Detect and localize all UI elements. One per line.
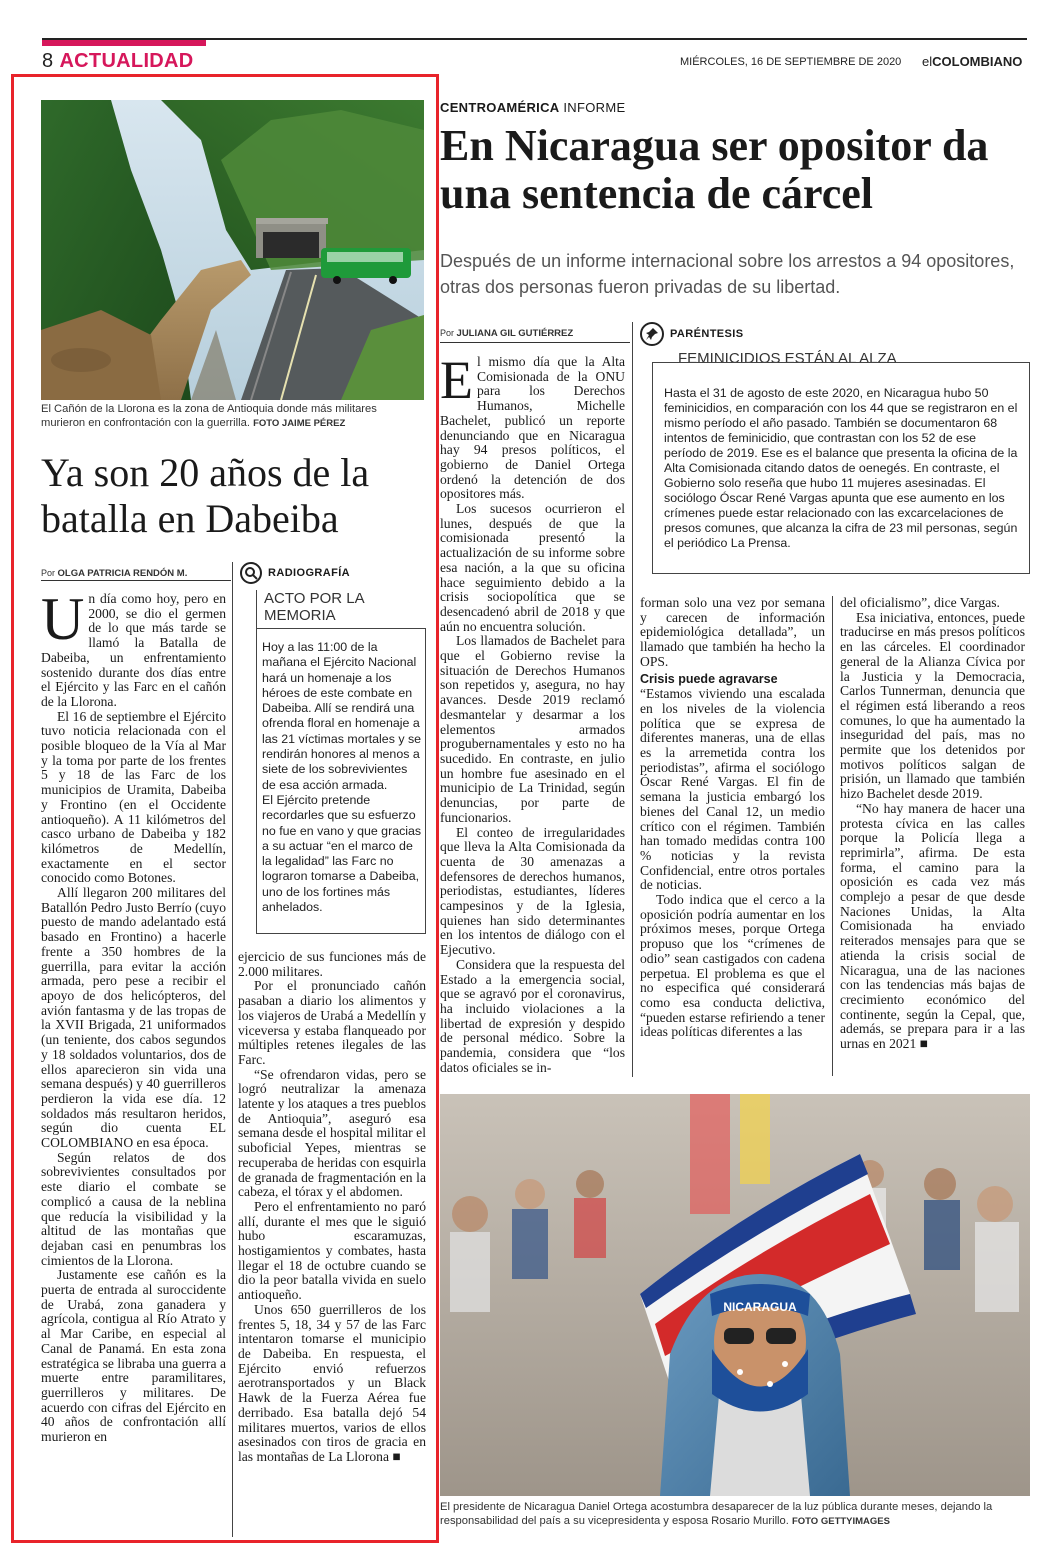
right-article-column-3	[840, 596, 1025, 1074]
right-byline-prefix: Por	[440, 328, 455, 338]
right-article-column-1	[440, 355, 625, 1075]
left-byline-author: OLGA PATRICIA RENDÓN M.	[57, 568, 188, 579]
protester-photo	[440, 1094, 1030, 1496]
radiografia-text	[262, 640, 422, 915]
left-paragraph: Allí llegaron 200 militares del Batallón Pedro Justo Berrío (cuyo puesto de mando adelantado está basado en Frontino) a hacerle frente a 350 hombres de la guerrilla, para evitar la acción armada, pero pese a recibir el apoyo de dos helicópteros, del avión fantasma y de las tropas de la XVII Brigada, 21 uniformados (un teniente, dos cabos segundos y 18 soldados voluntarios, dos de ellos aparecieron sin vida una semana después) y 40 guerrilleros perdieron la vida ese día. 12 soldados más resultaron heridos, según dio cuenta EL COLOMBIANO en esa época.	[41, 885, 226, 1151]
brand-prefix: el	[922, 54, 933, 69]
right-dropcap: E	[440, 355, 473, 410]
left-paragraph: “Se ofrendaron vidas, pero se logró neutralizar la amenaza latente y los ataques a tres pueblos de Antioquia”, aseguró esa semana desde el hospital militar el suboficial Yepes, mientras se recuperaba de heridas con esquirla de granada de fragmentación en la cabeza, el tórax y el abdomen.	[238, 1066, 426, 1200]
right-paragraph: El conteo de irregularidades que lleva la Alta Comisionada da cuenta de 30 amenazas a defensores de derechos humanos, periodistas, estudiantes, líderes campesinos y de la Iglesia, quienes han sido determinantes en los intentos de diálogo con el Ejecutivo.	[440, 824, 625, 958]
column-divider	[832, 596, 833, 1076]
left-photo-caption	[41, 402, 424, 431]
left-article-column-2	[238, 950, 426, 1532]
left-dropcap: U	[41, 592, 85, 652]
right-headline: En Nicaragua ser opositor da una sentencia de cárcel	[440, 121, 989, 218]
radiografia-title: ACTO POR LA MEMORIA	[264, 590, 364, 624]
brand-name: COLOMBIANO	[932, 54, 1023, 69]
section-header	[42, 50, 194, 73]
newspaper-brand	[922, 54, 1022, 69]
radiografia-label: RADIOGRAFÍA	[268, 567, 351, 579]
parentesis-label: PARÉNTESIS	[670, 328, 744, 340]
right-paragraph: del oficialismo”, dice Vargas.	[840, 596, 1000, 610]
right-paragraph-text: l mismo día que la Alta Comisionada de la ONU para los Derechos Humanos, Michelle Bachelet, publicó un reporte denunciando que en Nicaragua hay 94 presos políticos, el gobierno de Daniel Ortega ordenó la detención de dos opositores más.	[440, 355, 625, 502]
right-paragraph	[440, 355, 625, 502]
left-paragraph-text: n día como hoy, pero en 2000, se dio el germen de lo que más tarde se llamó la Batalla de Dabeiba, un enfrentamiento sostenido durante dos días entre el Ejército y las Farc en el cañón de la Llorona.	[41, 592, 226, 709]
left-photo-credit: FOTO JAIME PÉREZ	[253, 418, 346, 429]
left-paragraph: Según relatos de dos sobrevivientes consultados por este diario el combate se complicó a causa de la neblina que reducía la visibilidad y la altitud de las montañas que dejaban casi en penumbras los cimientos de la Llorona.	[41, 1149, 226, 1268]
right-byline-author: JULIANA GIL GUTIÉRREZ	[456, 328, 574, 339]
right-paragraph: forman solo una vez por semana y carecen de información epidemiológica detallada”, un llamado que también ha hecho la OPS.	[640, 596, 825, 669]
left-paragraph: Unos 650 guerrilleros de los frentes 5, 18, 34 y 57 de las Farc intentaron tomarse el municipio de Dabeiba. En respuesta, el Ejército envió refuerzos aerotransportados y un Black Hawk de la Fuerza Aérea fue derribado. Esa batalla dejó 54 militares muertos, varios de ellos asesinados con tiros de gracia en las montañas de La Llorona ■	[238, 1301, 426, 1464]
left-headline: Ya son 20 años de la batalla en Dabeiba	[41, 450, 370, 541]
issue-date: MIÉRCOLES, 16 DE SEPTIEMBRE DE 2020	[680, 56, 902, 68]
section-name: ACTUALIDAD	[59, 50, 194, 72]
parentesis-box	[640, 322, 1030, 346]
left-paragraph: Pero el enfrentamiento no paró allí, durante el mes que le siguió hubo escaramuzas, hostigamientos y combates, hasta llegar el 18 de octubre cuando se dio la peor batalla vivida en suelo antioqueño.	[238, 1198, 426, 1303]
right-subhead: Crisis puede agravarse	[640, 671, 778, 686]
column-divider	[632, 322, 633, 1077]
right-byline-rule	[440, 342, 630, 343]
right-article-column-2	[640, 596, 825, 1074]
right-photo-credit: FOTO GETTYIMAGES	[791, 1516, 890, 1527]
canon-llorona-photo	[41, 100, 424, 400]
right-paragraph: Los sucesos ocurrieron el lunes, después de que la comisionada presentó la actualización de su informe sobre esa nación, a la que su oficina hace seguimiento debido a la crisis sociopolítica que se desencadenó abril de 2018 y que aún no encuentra solución.	[440, 501, 625, 634]
pin-icon	[640, 322, 664, 346]
left-paragraph: Por el pronunciado cañón pasaban a diario los alimentos y los viajeros de Urabá a Medellín y viceversa y estaba flanqueado por múltiples retenes ilegales de las Farc.	[238, 978, 426, 1067]
right-paragraph: Los llamados de Bachelet para que el Gobierno revise la situación de Derechos Humanos son repetidos y, asegura, no hay avances. Desde 2019 reclamó desmantelar y desarmar a los elementos armados progubernamentales y esto no ha sucedido. En contraste, en julio un hombre fue asesinado en el municipio de La Trinidad, según denuncias, por parte de funcionarios.	[440, 633, 625, 825]
right-paragraph: “Estamos viviendo una escalada en los niveles de la violencia política que se expresa de diferentes maneras, una de ellas es la arremetida contra los periodistas”, afirma el sociólogo Óscar René Vargas. El fin de semana la justicia embargó los bienes del Canal 12, un medio crítico con el régimen. También han tomado medidas contra 100 % noticias y la revista Confidencial, entre otros portales de noticias.	[640, 686, 825, 893]
radiografia-rule	[256, 590, 257, 630]
left-byline-rule	[41, 580, 231, 581]
parentesis-header	[640, 322, 1030, 346]
column-divider	[232, 562, 233, 1537]
right-photo-caption	[440, 1500, 1030, 1529]
radiografia-header	[240, 562, 426, 584]
left-paragraph: ejercicio de sus funciones más de 2.000 militares.	[238, 950, 426, 979]
parentesis-title: FEMINICIDIOS ESTÁN AL ALZA	[678, 350, 897, 367]
left-paragraph: El 16 de septiembre el Ejército tuvo noticia relacionada con el posible bloqueo de la Vía al Mar y la toma por parte de los frentes 5 y 18 de las Farc de los municipios de Uramita, Dabeiba y Frontino (en el Occidente antioqueño). A 11 kilómetros del casco urbano de Dabeiba y 182 kilómetros de Medellín, exactamente en el sector conocido como Botones.	[41, 708, 226, 886]
kicker-type: INFORME	[563, 100, 626, 115]
right-paragraph: Considera que la respuesta del Estado a la emergencia social, que se agravó por el coronavirus, ha incluido violaciones a la libertad de expresión y despido de personal médico. Sobre la pandemia, considera que “los datos oficiales se in-	[440, 956, 625, 1075]
left-article-column-1	[41, 592, 226, 1532]
right-paragraph: Esa iniciativa, entonces, puede traducirse en más presos políticos en las cárceles. El coordinador general de la Alianza Cívica por la Justicia y la Democracia, Carlos Tunnerman, denuncia que el régimen está liberando a reos comunes, lo que ha aumentado la inseguridad del país, mas no permite que los detenidos por motivos políticos salgan de prisión, un llamado que también hizo Bachelet desde 2019.	[840, 609, 1025, 802]
left-byline-prefix: Por	[41, 568, 56, 578]
section-color-bar	[42, 40, 206, 46]
right-kicker	[440, 100, 625, 115]
left-paragraph: Justamente ese cañón es la puerta de entrada al suroccidente de Urabá, zona ganadera y agrícola, contigua al Río Atrato y al Mar Caribe, en especial al Canal de Panamá. En esta zona estratégica se libraba una guerra a muerte entre paramilitares, guerrilleros y militares. De acuerdo con cifras del Ejército en 40 años de confrontación allí murieron en	[41, 1267, 226, 1445]
radiografia-paragraph: Hoy a las 11:00 de la mañana el Ejército Nacional hará un homenaje a los héroes de este combate en Dabeiba. Allí se rendirá una ofrenda floral en homenaje a las 21 víctimas mortales y se rendirán honores al menos a siete de los sobrevivientes de esa acción armada.	[262, 640, 422, 792]
parentesis-text: Hasta el 31 de agosto de este 2020, en Nicaragua hubo 50 feminicidios, en comparación con los 44 que se registraron en el mismo período el año pasado. También se documentaron 68 intentos de feminicidio, que contrastan con los 52 de ese período de 2019. Ese es el balance que presenta la oficina de la Alta Comisionada citando datos de oenegés. En contraste, el Gobierno solo reseña que hubo 11 mujeres asesinadas. El sociólogo Óscar René Vargas apunta que ese aumento en los crímenes puede estar relacionado con las excarcelaciones de presos comunes, que alcanza la cifra de 23 mil personas, según el periódico La Prensa.	[664, 386, 1018, 550]
right-paragraph: Todo indica que el cerco a la oposición podría aumentar en los próximos meses, porque Ortega propuso que los “crímenes de odio” sean castigados con cadena perpetua. El problema es que el no especifica qué considerará como esa conducta delictiva, “pueden estarse refiriendo a tener ideas políticas diferentes a las	[640, 892, 825, 1040]
left-caption-text: El Cañón de la Llorona es la zona de Antioquia donde más militares murieron en confrontación con la guerrilla.	[41, 403, 377, 429]
right-caption-text: El presidente de Nicaragua Daniel Ortega acostumbra desaparecer de la luz pública durante meses, dejando la responsabilidad del país a su vicepresidenta y esposa Rosario Murillo.	[440, 1501, 993, 1527]
radiografia-box	[240, 562, 426, 584]
kicker-region: CENTROAMÉRICA	[440, 100, 560, 115]
magnifier-icon	[240, 562, 262, 584]
bandana-text: NICARAGUA	[723, 1300, 797, 1314]
left-byline	[41, 568, 187, 579]
page-number: 8	[42, 50, 54, 72]
right-byline	[440, 328, 573, 339]
radiografia-paragraph: El Ejército pretende recordarles que su esfuerzo no fue en vano y que gracias a su actuar “en el marco de la legalidad” las Farc no lograron tomarse a Dabeiba, uno de los fortines más anhelados.	[262, 792, 422, 915]
right-paragraph: “No hay manera de hacer una protesta cívica en las calles porque la Policía llega a reprimirla”, afirma. De esta forma, el camino para la oposición es cada vez más complejo a pesar de que desde Naciones Unidas, la Alta Comisionada ha enviado reiterados mensajes para que se atienda la crisis social de Nicaragua, una de las naciones con las tendencias más bajas de crecimiento económico del continente, según la Cepal, que, además, se prepara para ir a las urnas en 2021 ■	[840, 800, 1025, 1052]
left-paragraph	[41, 592, 226, 710]
right-deck: Después de un informe internacional sobre los arrestos a 94 opositores, otras dos personas fueron privadas de su libertad.	[440, 251, 1015, 297]
